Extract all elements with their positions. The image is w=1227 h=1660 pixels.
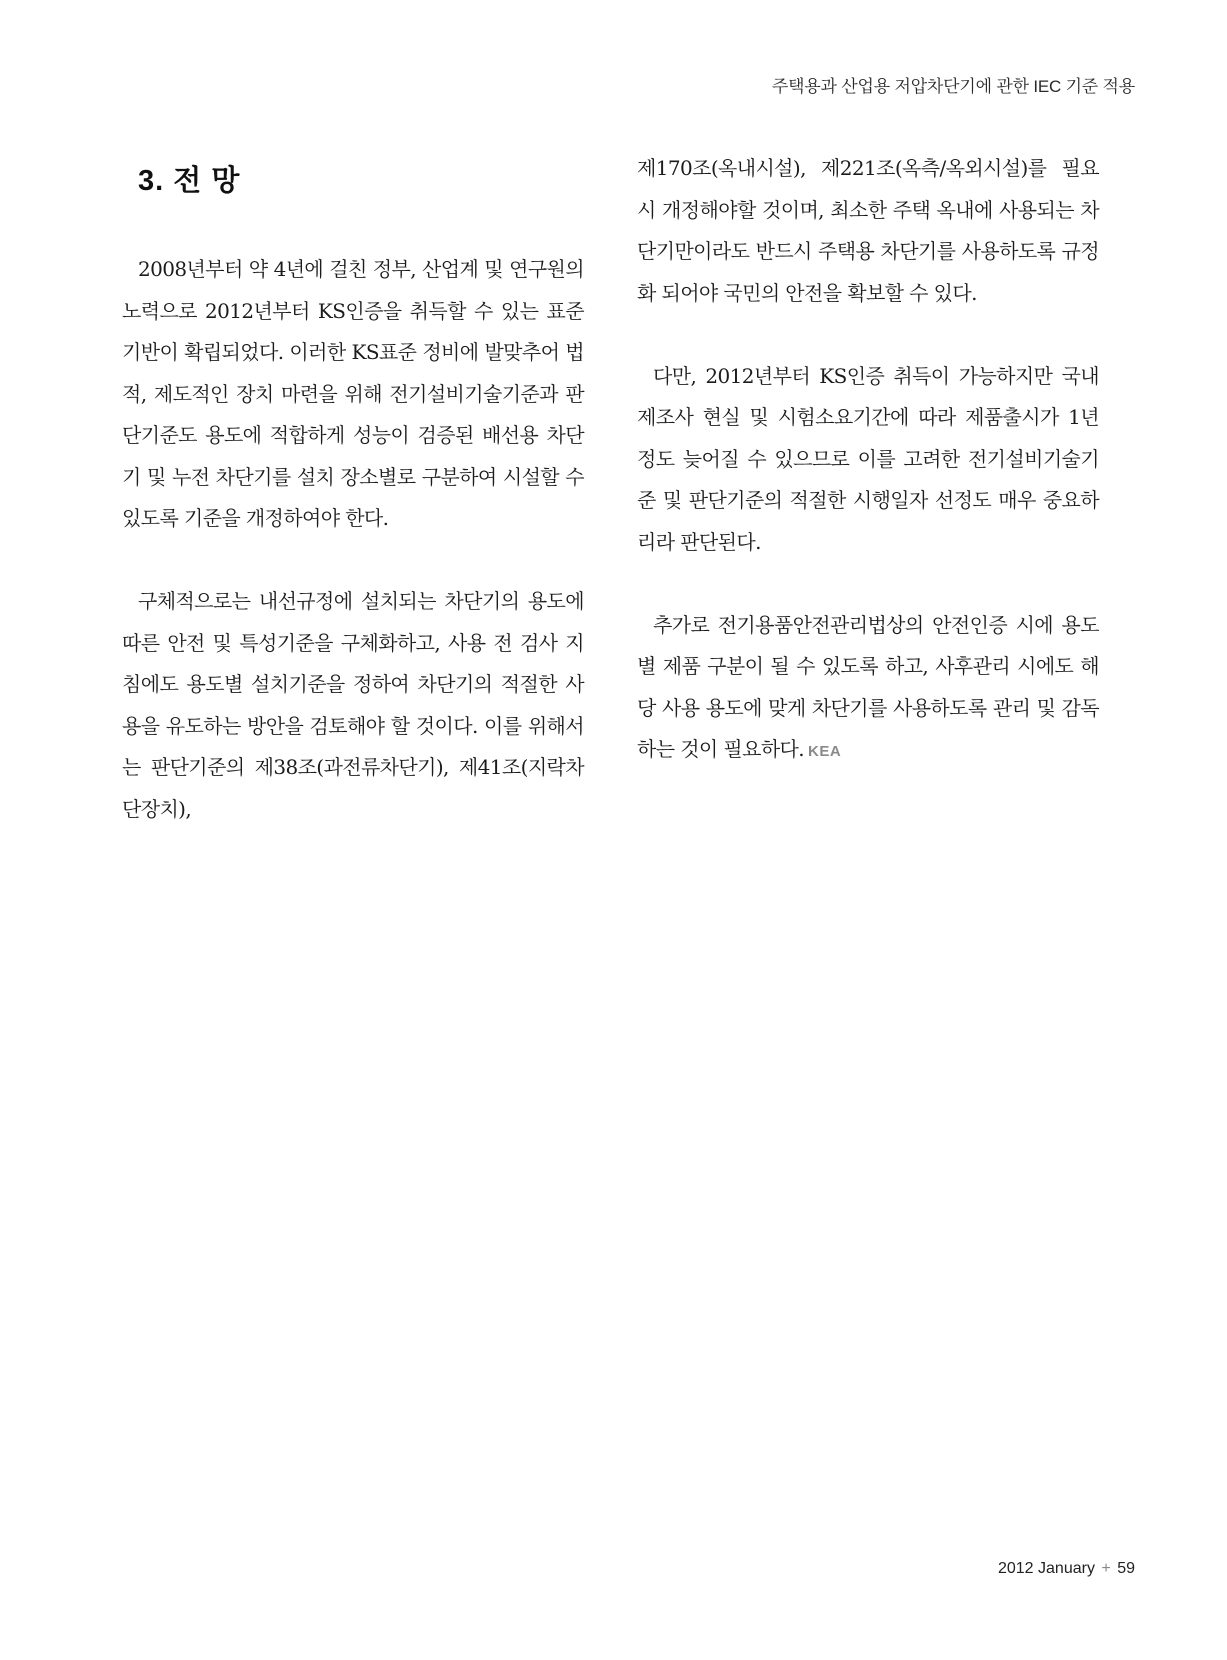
paragraph-continued-regulations: 제170조(옥내시설), 제221조(옥측/옥외시설)를 필요 시 개정해야할 것이며, 최소한 주택 옥내에 사용되는 차단기만이라도 반드시 주택용 차단기를 사용하도록 규정화 되어야 국민의 안전을 확보할 수 있다. [637,156,1099,305]
running-header-title: 주택용과 산업용 저압차단기에 관한 IEC 기준 적용 [771,77,1135,96]
paragraph-safety-certification-text: 추가로 전기용품안전관리법상의 안전인증 시에 용도별 제품 구분이 될 수 있도록 하고, 사후관리 시에도 해당 사용 용도에 맞게 차단기를 사용하도록 관리 및 감독하는 것이 필요하다. [637,612,1099,761]
page-footer [998,1560,1135,1578]
footer-page-number: 59 [1117,1560,1135,1577]
section-heading: 3. 전 망 [138,165,241,197]
paragraph-standards-basis: 2008년부터 약 4년에 걸친 정부, 산업계 및 연구원의 노력으로 2012년부터 KS인증을 취득할 수 있는 표준 기반이 확립되었다. 이러한 KS표준 정비에 발맞추어 법적, 제도적인 장치 마련을 위해 전기설비기술기준과 판단기준도 용도에 적합하게 성능이 검증된 배선용 차단기 및 누전 차단기를 설치 장소별로 구분하여 시설할 수 있도록 기준을 개정하여야 한다. [122,257,584,530]
paragraph-enforcement-timing: 다만, 2012년부터 KS인증 취득이 가능하지만 국내 제조사 현실 및 시험소요기간에 따라 제품출시가 1년 정도 늦어질 수 있으므로 이를 고려한 전기설비기술기준 및 판단기준의 적절한 시행일자 선정도 매우 중요하리라 판단된다. [637,363,1099,554]
footer-separator: + [1101,1560,1111,1577]
left-column [122,148,584,872]
kea-end-mark: KEA [808,743,842,760]
paragraph-safety-certification [637,605,1099,773]
paragraph-specific-measures: 구체적으로는 내선규정에 설치되는 차단기의 용도에 따른 안전 및 특성기준을 구체화하고, 사용 전 검사 지침에도 용도별 설치기준을 정하여 차단기의 적절한 사용을 유도하는 방안을 검토해야 할 것이다. 이를 위해서는 판단기준의 제38조(과전류차단기), 제41조(지락차단장치), [122,589,584,821]
footer-issue: 2012 January [997,1560,1095,1577]
right-column [637,148,1099,814]
